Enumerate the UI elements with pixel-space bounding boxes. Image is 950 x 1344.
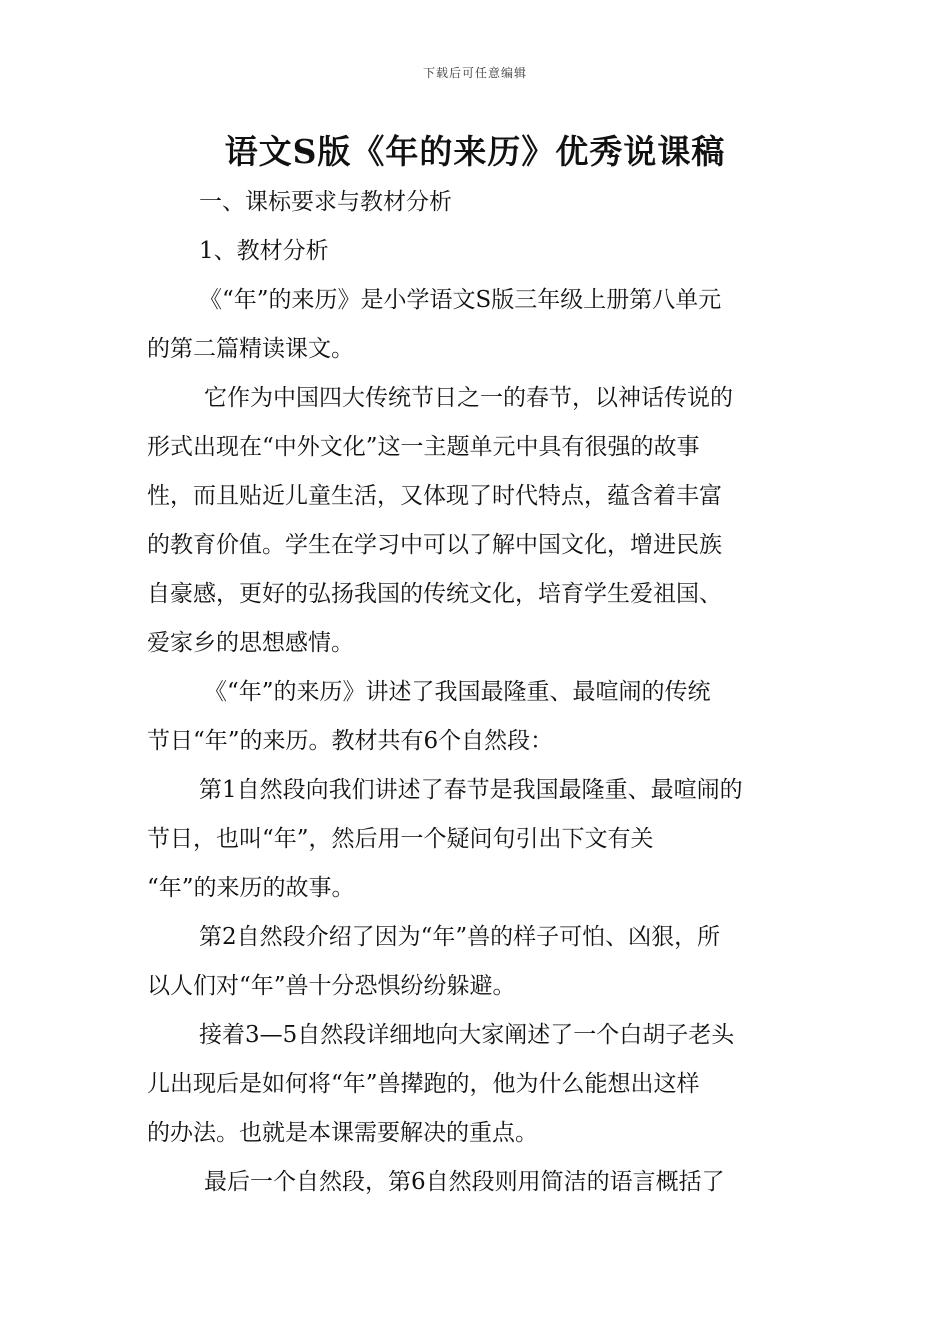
paragraph-line: 第2自然段介绍了因为“年”兽的样子可怕、凶狠，所 [199,924,721,950]
paragraph-line: 形式出现在“中外文化”这一主题单元中具有很强的故事 [147,434,700,460]
paragraph-line: 接着3—5自然段详细地向大家阐述了一个白胡子老头 [199,1022,735,1048]
subsection-heading: 1、教材分析 [199,238,329,264]
paragraph-line: 儿出现后是如何将“年”兽撵跑的，他为什么能想出这样 [147,1071,700,1097]
paragraph-line: 节日，也叫“年”，然后用一个疑问句引出下文有关 [147,826,654,852]
paragraph-line: 第1自然段向我们讲述了春节是我国最隆重、最喧闹的 [199,777,743,803]
paragraph-line: 自豪感，更好的弘扬我国的传统文化，培育学生爱祖国、 [147,581,722,607]
paragraph-line: 的第二篇精读课文。 [147,336,354,362]
header-note: 下载后可任意编辑 [422,66,527,80]
paragraph-line: 它作为中国四大传统节日之一的春节，以神话传说的 [204,385,733,411]
paragraph-line: 的办法。也就是本课需要解决的重点。 [147,1120,538,1146]
document-body [147,178,807,1207]
section-heading: 一、课标要求与教材分析 [199,189,452,215]
paragraph-line: 以人们对“年”兽十分恐惧纷纷躲避。 [147,973,516,999]
paragraph-line: 爱家乡的思想感情。 [147,630,354,656]
paragraph-line: 的教育价值。学生在学习中可以了解中国文化，增进民族 [147,532,722,558]
paragraph-line: “年”的来历的故事。 [147,875,355,901]
paragraph-line: 性，而且贴近儿童生活，又体现了时代特点，蕴含着丰富 [147,483,722,509]
paragraph-line: 《“年”的来历》讲述了我国最隆重、最喧闹的传统 [204,679,711,705]
paragraph-line: 最后一个自然段，第6自然段则用简洁的语言概括了 [204,1169,725,1195]
document-title: 语文S版《年的来历》优秀说课稿 [224,132,726,171]
paragraph-line: 《“年”的来历》是小学语文S版三年级上册第八单元 [199,287,722,313]
paragraph-line: 节日“年”的来历。教材共有6个自然段： [147,728,554,754]
